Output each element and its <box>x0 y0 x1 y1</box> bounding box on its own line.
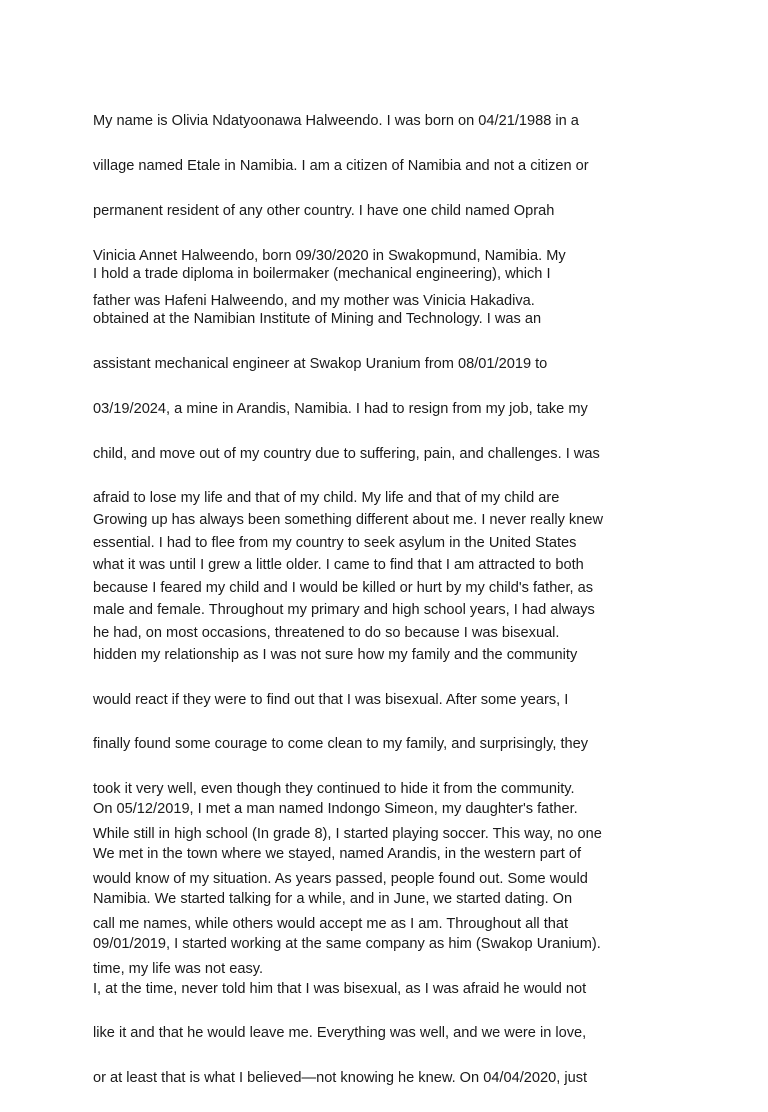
text-line: 09/01/2019, I started working at the same company as him (Swakop Uranium). <box>93 935 601 952</box>
text-line: Growing up has always been something different about me. I never really knew <box>93 512 603 529</box>
text-line: he had, on most occasions, threatened to do so because I was bisexual. <box>93 624 560 641</box>
text-line: took it very well, even though they continued to hide it from the community. <box>93 781 575 798</box>
text-line: finally found some courage to come clean to my family, and surprisingly, they <box>93 736 589 753</box>
text-line: essential. I had to flee from my country to seek asylum in the United States <box>93 535 577 552</box>
text-line: call me names, while others would accept me as I am. Throughout all that <box>93 915 569 932</box>
text-line: or at least that is what I believed—not knowing he knew. On 04/04/2020, just <box>93 1070 588 1087</box>
text-line: father was Hafeni Halweendo, and my mother was Vinicia Hakadiva. <box>93 292 535 309</box>
text-line: like it and that he would leave me. Everything was well, and we were in love, <box>93 1025 587 1042</box>
text-line: I hold a trade diploma in boilermaker (mechanical engineering), which I <box>93 266 551 283</box>
text-line: My name is Olivia Ndatyoonawa Halweendo. I was born on 04/21/1988 in a <box>93 113 579 130</box>
text-line: child, and move out of my country due to suffering, pain, and challenges. I was <box>93 445 600 462</box>
text-line: 03/19/2024, a mine in Arandis, Namibia. I had to resign from my job, take my <box>93 400 588 417</box>
text-line: While still in high school (In grade 8), I started playing soccer. This way, no one <box>93 826 602 843</box>
text-line: permanent resident of any other country. I have one child named Oprah <box>93 203 555 220</box>
text-line: what it was until I grew a little older. I came to find that I am attracted to both <box>93 557 584 574</box>
text-line: Namibia. We started talking for a while, and in June, we started dating. On <box>93 891 573 908</box>
text-line: afraid to lose my life and that of my child. My life and that of my child are <box>93 490 560 507</box>
text-line: because I feared my child and I would be killed or hurt by my child's father, as <box>93 580 594 597</box>
text-line: would react if they were to find out that I was bisexual. After some years, I <box>93 691 569 708</box>
text-line: obtained at the Namibian Institute of Mining and Technology. I was an <box>93 311 542 328</box>
text-line: On 05/12/2019, I met a man named Indongo Simeon, my daughter's father. <box>93 801 578 818</box>
text-line: assistant mechanical engineer at Swakop Uranium from 08/01/2019 to <box>93 356 548 373</box>
text-line: village named Etale in Namibia. I am a citizen of Namibia and not a citizen or <box>93 158 589 175</box>
text-line: We met in the town where we stayed, named Arandis, in the western part of <box>93 846 582 863</box>
text-line: Vinicia Annet Halweendo, born 09/30/2020 in Swakopmund, Namibia. My <box>93 247 566 264</box>
text-line: I, at the time, never told him that I was bisexual, as I was afraid he would not <box>93 980 587 997</box>
text-line: time, my life was not easy. <box>93 960 264 977</box>
text-line: would know of my situation. As years passed, people found out. Some would <box>93 870 588 887</box>
text-line: hidden my relationship as I was not sure how my family and the community <box>93 646 578 663</box>
paragraph-4 <box>93 776 693 1112</box>
text-line: male and female. Throughout my primary and high school years, I had always <box>93 602 595 619</box>
